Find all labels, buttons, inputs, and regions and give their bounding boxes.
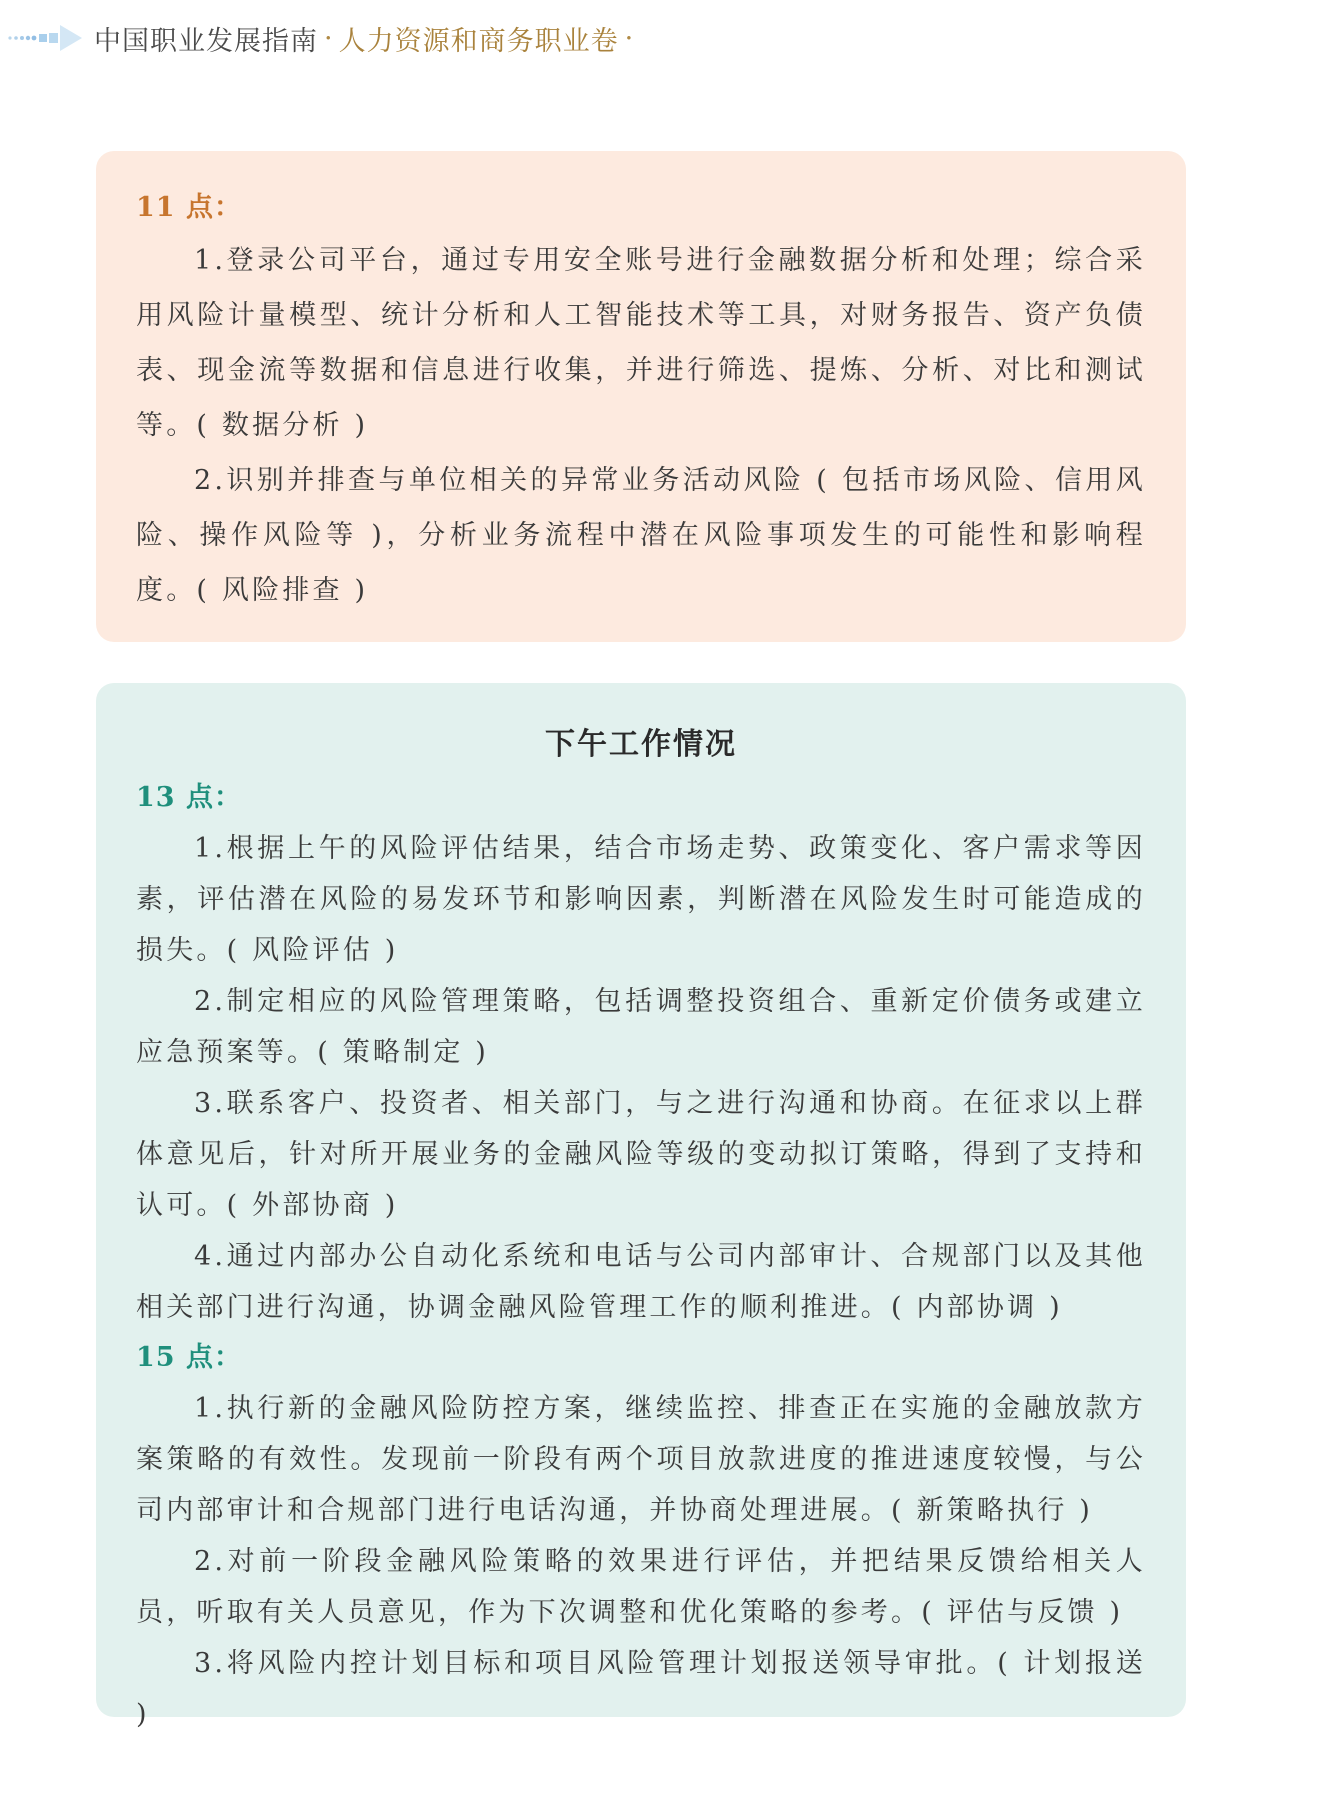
time-label-13: 13 点： bbox=[136, 782, 242, 813]
afternoon-heading: 下午工作情况 bbox=[545, 727, 737, 762]
time-label-11: 11 点： bbox=[136, 192, 242, 223]
afternoon-15-item-1: 1.执行新的金融风险防控方案，继续监控、排查正在实施的金融放款方案策略的有效性。发现前一阶段有两个项目放款进度的推进速度较慢，与公司内部审计和合规部门进行电话沟通，并协商处理进展。( 新策略执行 ) bbox=[136, 1393, 1146, 1526]
dotted-arrow-icon bbox=[6, 23, 84, 53]
time-label-15: 15 点： bbox=[136, 1342, 242, 1373]
afternoon-13-item-4: 4.通过内部办公自动化系统和电话与公司内部审计、合规部门以及其他相关部门进行沟通，协调金融风险管理工作的顺利推进。( 内部协调 ) bbox=[136, 1241, 1146, 1323]
book-title: 中国职业发展指南 bbox=[94, 25, 318, 57]
trailing-separator: · bbox=[624, 22, 634, 54]
afternoon-schedule-box bbox=[96, 683, 1186, 1730]
volume-subtitle: 人力资源和商务职业卷 bbox=[338, 25, 619, 57]
afternoon-15-item-2: 2.对前一阶段金融风险策略的效果进行评估，并把结果反馈给相关人员，听取有关人员意见，作为下次调整和优化策略的参考。( 评估与反馈 ) bbox=[136, 1546, 1146, 1628]
afternoon-15-item-3: 3.将风险内控计划目标和项目风险管理计划报送领导审批。( 计划报送 ) bbox=[136, 1648, 1146, 1730]
title-separator: · bbox=[324, 22, 333, 54]
afternoon-13-item-2: 2.制定相应的风险管理策略，包括调整投资组合、重新定价债务或建立应急预案等。( 策略制定 ) bbox=[136, 986, 1146, 1068]
morning-schedule-box bbox=[96, 151, 1186, 642]
afternoon-13-item-3: 3.联系客户、投资者、相关部门，与之进行沟通和协商。在征求以上群体意见后，针对所开展业务的金融风险等级的变动拟订策略，得到了支持和认可。( 外部协商 ) bbox=[136, 1088, 1146, 1221]
page-header bbox=[6, 16, 639, 60]
afternoon-13-item-1: 1.根据上午的风险评估结果，结合市场走势、政策变化、客户需求等因素，评估潜在风险的易发环节和影响因素，判断潜在风险发生时可能造成的损失。( 风险评估 ) bbox=[136, 833, 1146, 966]
morning-item-2: 2.识别并排查与单位相关的异常业务活动风险 ( 包括市场风险、信用风险、操作风险等 )，分析业务流程中潜在风险事项发生的可能性和影响程度。( 风险排查 ) bbox=[136, 465, 1146, 606]
morning-item-1: 1.登录公司平台，通过专用安全账号进行金融数据分析和处理；综合采用风险计量模型、统计分析和人工智能技术等工具，对财务报告、资产负债表、现金流等数据和信息进行收集，并进行筛选、提炼、分析、对比和测试等。( 数据分析 ) bbox=[136, 245, 1146, 441]
